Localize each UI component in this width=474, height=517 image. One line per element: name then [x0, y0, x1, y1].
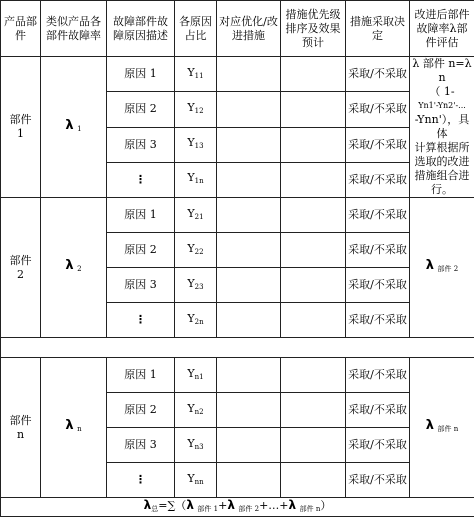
ratio-cell	[175, 268, 217, 303]
decision-cell[interactable]: 采取/不采取	[346, 393, 410, 428]
cause-ellipsis: ⋮	[107, 463, 175, 498]
lambda-symbol: λ	[65, 258, 73, 273]
cause-ellipsis: ⋮	[107, 303, 175, 338]
decision-cell[interactable]: 采取/不采取	[346, 198, 410, 233]
eval-sub: 部件 2	[438, 265, 459, 273]
measure-cell[interactable]	[217, 92, 281, 127]
priority-cell[interactable]	[281, 162, 346, 197]
priority-cell[interactable]	[281, 57, 346, 92]
total-formula	[1, 498, 474, 517]
table-row	[1, 198, 474, 233]
header-cause-ratio: 各原因占比	[175, 1, 217, 57]
y-symbol: Y	[187, 171, 194, 184]
ratio-cell	[175, 127, 217, 162]
eval-line: λ 部件 n=λ n	[412, 57, 472, 85]
cause-cell: 原因 2	[107, 393, 175, 428]
decision-cell[interactable]: 采取/不采取	[346, 268, 410, 303]
y-sub: 22	[195, 248, 204, 256]
spacer-row	[1, 338, 474, 358]
lambda-symbol: λ	[144, 498, 152, 512]
part-n-label	[1, 358, 41, 498]
lambda-sub: n	[77, 425, 82, 433]
priority-cell[interactable]	[281, 92, 346, 127]
y-sub: n1	[195, 373, 204, 381]
eval-line: 计算根据所	[412, 141, 472, 155]
measure-cell[interactable]	[217, 233, 281, 268]
part-2-lambda	[41, 198, 107, 338]
table-row	[1, 358, 474, 393]
formula-op: +…+	[259, 499, 288, 512]
header-eval: 改进后部件故障率λ部件评估	[410, 1, 474, 57]
part-2-eval	[410, 198, 474, 338]
priority-cell[interactable]	[281, 268, 346, 303]
decision-cell[interactable]: 采取/不采取	[346, 428, 410, 463]
cause-cell: 原因 3	[107, 127, 175, 162]
y-sub: 1n	[195, 177, 204, 185]
part-n-label-num: n	[17, 428, 24, 441]
part-n-eval	[410, 358, 474, 498]
lambda-symbol: λ	[289, 498, 297, 512]
decision-cell[interactable]: 采取/不采取	[346, 162, 410, 197]
y-sub: 21	[195, 213, 204, 221]
part-1-lambda	[41, 57, 107, 198]
ratio-cell	[175, 198, 217, 233]
y-symbol: Y	[187, 472, 194, 485]
ratio-cell	[175, 57, 217, 92]
measure-cell[interactable]	[217, 428, 281, 463]
eval-line: 行。	[412, 183, 472, 197]
priority-cell[interactable]	[281, 463, 346, 498]
y-symbol: Y	[187, 207, 194, 220]
decision-cell[interactable]: 采取/不采取	[346, 57, 410, 92]
part-1-label-num: 1	[17, 127, 24, 140]
part-2-label-text: 部件	[10, 254, 32, 267]
measure-cell[interactable]	[217, 198, 281, 233]
formula-sub: 部件 1	[197, 505, 218, 513]
decision-cell[interactable]: 采取/不采取	[346, 92, 410, 127]
y-symbol: Y	[187, 136, 194, 149]
ratio-cell	[175, 92, 217, 127]
header-fault-cause: 故障部件故障原因描述	[107, 1, 175, 57]
cause-cell: 原因 2	[107, 233, 175, 268]
header-decision: 措施采取决定	[346, 1, 410, 57]
y-symbol: Y	[187, 277, 194, 290]
y-symbol: Y	[187, 66, 194, 79]
y-symbol: Y	[187, 402, 194, 415]
formula-eq: =∑（	[158, 499, 186, 512]
part-2-label	[1, 198, 41, 338]
lambda-symbol: λ	[227, 498, 235, 512]
part-n-label-text: 部件	[10, 414, 32, 427]
measure-cell[interactable]	[217, 162, 281, 197]
spacer-cell	[1, 338, 474, 358]
y-sub: 23	[195, 283, 204, 291]
decision-cell[interactable]: 采取/不采取	[346, 463, 410, 498]
eval-line: （ 1-	[412, 85, 472, 99]
header-priority: 措施优先级排序及效果预计	[281, 1, 346, 57]
table-row	[1, 57, 474, 92]
ratio-cell	[175, 358, 217, 393]
eval-line: 选取的改进	[412, 155, 472, 169]
lambda-symbol: λ	[426, 418, 434, 433]
formula-sub: 总	[151, 505, 158, 513]
measure-cell[interactable]	[217, 57, 281, 92]
measure-cell[interactable]	[217, 303, 281, 338]
footer-row	[1, 498, 474, 517]
cause-cell: 原因 1	[107, 198, 175, 233]
ratio-cell	[175, 463, 217, 498]
priority-cell[interactable]	[281, 428, 346, 463]
ratio-cell	[175, 233, 217, 268]
lambda-symbol: λ	[426, 258, 434, 273]
formula-close: ）	[320, 499, 331, 512]
decision-cell[interactable]: 采取/不采取	[346, 303, 410, 338]
eval-line: Yn1'-Yn2'-...	[412, 99, 472, 113]
priority-cell[interactable]	[281, 233, 346, 268]
priority-cell[interactable]	[281, 303, 346, 338]
measure-cell[interactable]	[217, 268, 281, 303]
cause-cell: 原因 1	[107, 57, 175, 92]
y-symbol: Y	[187, 101, 194, 114]
header-product-part: 产品部件	[1, 1, 41, 57]
formula-sub: 部件 2	[238, 505, 259, 513]
ratio-cell	[175, 303, 217, 338]
ratio-cell	[175, 428, 217, 463]
eval-sub: 部件 n	[438, 425, 459, 433]
cause-cell: 原因 1	[107, 358, 175, 393]
part-2-label-num: 2	[17, 268, 24, 281]
measure-cell[interactable]	[217, 358, 281, 393]
lambda-symbol: λ	[65, 118, 73, 133]
measure-cell[interactable]	[217, 127, 281, 162]
y-sub: 12	[195, 107, 204, 115]
y-sub: n2	[195, 408, 204, 416]
part-1-label-text: 部件	[10, 113, 32, 126]
cause-ellipsis: ⋮	[107, 162, 175, 197]
lambda-sub: 1	[77, 125, 81, 133]
part-1-eval	[410, 57, 474, 198]
lambda-symbol: λ	[186, 498, 194, 512]
y-sub: 11	[195, 72, 204, 80]
eval-line: 措施组合进	[412, 169, 472, 183]
y-symbol: Y	[187, 437, 194, 450]
header-row	[1, 1, 474, 57]
y-sub: nn	[195, 478, 204, 486]
header-measures: 对应优化/改进措施	[217, 1, 281, 57]
priority-cell[interactable]	[281, 127, 346, 162]
decision-cell[interactable]: 采取/不采取	[346, 127, 410, 162]
cause-cell: 原因 3	[107, 428, 175, 463]
decision-cell[interactable]: 采取/不采取	[346, 233, 410, 268]
y-symbol: Y	[187, 312, 194, 325]
formula-op: +	[218, 499, 227, 512]
ratio-cell	[175, 393, 217, 428]
measure-cell[interactable]	[217, 463, 281, 498]
y-symbol: Y	[187, 242, 194, 255]
formula-sub: 部件 n	[300, 505, 321, 513]
cause-cell: 原因 3	[107, 268, 175, 303]
priority-cell[interactable]	[281, 358, 346, 393]
header-similar-rate: 类似产品各部件故障率	[41, 1, 107, 57]
priority-cell[interactable]	[281, 198, 346, 233]
cause-cell: 原因 2	[107, 92, 175, 127]
decision-cell[interactable]: 采取/不采取	[346, 358, 410, 393]
measure-cell[interactable]	[217, 393, 281, 428]
y-sub: n3	[195, 443, 204, 451]
eval-line: -Ynn'），具体	[412, 113, 472, 141]
priority-cell[interactable]	[281, 393, 346, 428]
y-symbol: Y	[187, 367, 194, 380]
y-sub: 13	[195, 142, 204, 150]
lambda-symbol: λ	[65, 418, 73, 433]
lambda-sub: 2	[77, 265, 81, 273]
part-n-lambda	[41, 358, 107, 498]
ratio-cell	[175, 162, 217, 197]
part-1-label	[1, 57, 41, 198]
y-sub: 2n	[195, 318, 204, 326]
